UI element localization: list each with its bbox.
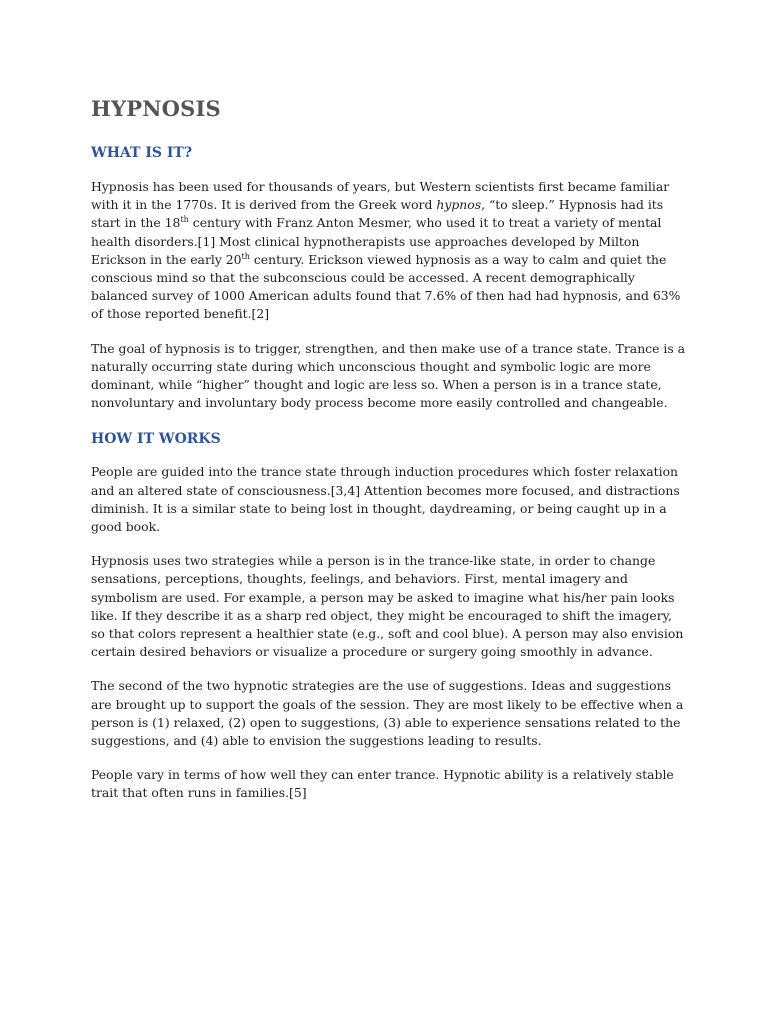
paragraph-induction: People are guided into the trance state through induction procedures which foster relaxation and an altered state of consciousness.[3,4] Attention becomes more focused, and distractions diminish. It is a similar state to being lost in thought, daydreaming, or being caught up in a good book. [91,464,680,535]
section-heading-how-it-works: HOW IT WORKS [91,431,221,448]
superscript: th [180,215,189,225]
text-run: century. Erickson viewed hypnosis as a way to calm and quiet the conscious mind so that the subconscious could be accessed. A recent demographically balanced survey of 1000 American adults found that 7.6% of then had had hypnosis, and 63% of those reported benefit.[2] [91,251,681,322]
paragraph-suggestions: The second of the two hypnotic strategies are the use of suggestions. Ideas and suggestions are brought up to support the goals of the session. They are most likely to be effective when a person is (1) relaxed, (2) open to suggestions, (3) able to experience sensations related to the suggestions, and (4) able to envision the suggestions leading to results. [91,678,684,749]
text-run: , “to sleep.” Hypnosis had its start in the 18 [91,197,664,231]
paragraph-history [91,178,688,324]
section-heading-what-is-it: WHAT IS IT? [91,145,193,161]
text-run: Hypnosis has been used for thousands of years, but Western scientists first became familiar with it in the 1770s. It is derived from the Greek word [91,179,670,213]
document-title: HYPNOSIS [91,96,221,121]
superscript: th [241,251,250,261]
italic-term: hypnos [436,197,482,213]
paragraph-trance-ability: People vary in terms of how well they can enter trance. Hypnotic ability is a relatively stable trait that often runs in families.[5] [91,767,674,801]
paragraph-strategies: Hypnosis uses two strategies while a person is in the trance-like state, in order to change sensations, perceptions, thoughts, feelings, and behaviors. First, mental imagery and symbolism are used. For example, a person may be asked to imagine what his/her pain looks like. If they describe it as a sharp red object, they might be encouraged to shift the imagery, so that colors represent a healthier state (e.g., soft and cool blue). A person may also envision certain desired behaviors or visualize a procedure or surgery going smoothly in advance. [91,553,684,660]
text-run: century with Franz Anton Mesmer, who used it to treat a variety of mental health disorders.[1] Most clinical hypnotherapists use approaches developed by Milton Erickson in the early 20 [91,215,662,267]
paragraph-goal: The goal of hypnosis is to trigger, strengthen, and then make use of a trance state. Trance is a naturally occurring state during which unconscious thought and symbolic logic are more dominant, while “higher” thought and logic are less so. When a person is in a trance state, nonvoluntary and involuntary body process become more easily controlled and changeable. [91,340,686,411]
